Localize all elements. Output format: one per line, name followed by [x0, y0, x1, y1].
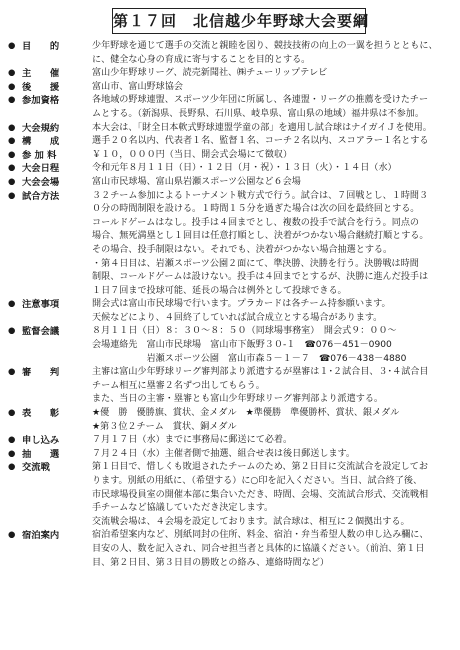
content-line: ・第４日目は、岩瀬スポーツ公園２面にて、準決勝、決勝を行う。決勝戦は時間 — [92, 258, 419, 269]
section-label: 参加資格 — [22, 95, 60, 107]
bullet-mark: ● — [8, 149, 16, 160]
content-line: また、当日の主審・塁審とも富山少年野球リーグ審判部より派遣する。 — [92, 394, 384, 405]
content-line: 開会式は富山市民球場で行います。プラカードは各チーム持参願います。 — [92, 299, 391, 310]
section-venues — [8, 176, 456, 190]
content-line: 場合、無死満塁とし１回目は任意打順とし、決着がつかない場合継続打順とする。 — [92, 231, 429, 242]
content-line: ムとする。（新潟県、長野県、石川県、岐阜県、富山県の地域）福井県は不参加。 — [92, 108, 424, 119]
section-content — [92, 407, 456, 434]
content-line: 宿泊希望案内など、別紙同封の住所、料金、宿泊・弁当希望人数の申し込み欄に、 — [92, 530, 429, 541]
content-line: 令和元年８月１１日（日）・１２日（月・祝）・１３日（火）・１４日（水） — [92, 163, 397, 174]
content-line: 天候などにより、４回終了していれば試合成立とする場合があります。 — [92, 312, 383, 323]
bullet-mark: ● — [8, 163, 16, 174]
section-label: 審 判 — [22, 367, 60, 379]
content-line: チーム相互に塁審２名ずつ出してもらう。 — [92, 380, 265, 391]
section-content — [92, 366, 456, 407]
content-line: ります。別紙の用紙に、（希望する）に○印を記入ください。当日、試合終了後、 — [92, 476, 423, 486]
bullet-mark: ● — [8, 530, 16, 541]
bullet-mark: ● — [8, 41, 16, 51]
section-content — [92, 94, 456, 121]
content-line: ３２チーム参加によるトーナメント戦方式で行う。試合は、７回戦とし、１時間３ — [92, 190, 429, 201]
section-content — [92, 298, 456, 325]
content-line: ０分の時間制限を設ける。１時間１５分を過ぎた場合は次の回を最終回とする。 — [92, 204, 420, 215]
document-title: 第１７回 北信越少年野球大会要綱 — [112, 8, 366, 34]
bullet-mark: ● — [8, 81, 16, 92]
content-line: コールドゲームはなし。投手は４回までとし、複数の投手で試合を行う。同点の — [92, 217, 420, 228]
section-label: 主 催 — [22, 68, 60, 80]
content-line: 富山市、富山野球協会 — [92, 81, 183, 92]
section-label: 大会会場 — [22, 176, 60, 188]
section-label: 目 的 — [22, 41, 60, 52]
content-line: 各地域の野球連盟、スポーツ少年団に所属し、各連盟・リーグの推薦を受けたチー — [92, 95, 429, 106]
section-content — [92, 325, 456, 366]
content-line: ７月２４日（水）主催者側で抽選、組合せ表は後日郵送します。 — [92, 448, 355, 459]
section-label: 大会規約 — [22, 122, 60, 134]
section-content — [92, 448, 456, 462]
bullet-mark: ● — [8, 448, 16, 459]
content-line: 市民球場役員室の開催本部に集合いただき、時間、会場、交流試合形式、交流戦相 — [92, 489, 429, 500]
section-entry-fee — [8, 149, 456, 163]
section-content — [92, 529, 456, 570]
section-content — [92, 67, 456, 81]
section-content — [92, 461, 456, 529]
section-label: 監督会議 — [22, 326, 60, 338]
content-line: 会場連絡先 富山市民球場 富山市下飯野３０-１ ☎076－451－0900 — [92, 340, 392, 351]
section-label: 交流戦 — [22, 462, 50, 474]
bullet-mark: ● — [8, 136, 16, 147]
section-label: 大会日程 — [22, 163, 60, 175]
content-line: 制限、コールドゲームは設けない。投手は４回までとするが、決勝に進んだ投手は — [92, 272, 429, 283]
section-eligibility — [8, 94, 456, 121]
bullet-mark: ● — [8, 68, 16, 79]
bullet-mark: ● — [8, 326, 16, 337]
content-line: 手チームなど協議していただき決定します。 — [92, 503, 274, 514]
section-label: 参 加 料 — [22, 149, 57, 161]
section-list — [8, 40, 456, 570]
section-lottery — [8, 448, 456, 462]
content-line: 本大会は、「財全日本軟式野球連盟学童の部」を適用し試合球はナイガイＪを使用。 — [92, 122, 432, 133]
content-line: その場合、投手制限はない。それでも、決着がつかない場合抽選とする。 — [92, 244, 393, 255]
content-line: に、健全な心身の育成に寄与することを目的とする。 — [92, 54, 311, 65]
content-line: ８月１１日（日）８：３０〜８：５０（同球場事務室） 開会式９：００〜 — [92, 326, 397, 337]
content-line: ７月１７日（水）までに事務局に郵送にて必着。 — [92, 435, 293, 446]
content-line: 富山少年野球リーグ、読売新聞社、㈱チューリップテレビ — [92, 68, 328, 79]
bullet-mark: ● — [8, 462, 16, 473]
section-label: 表 彰 — [22, 408, 60, 420]
section-umpires — [8, 366, 456, 407]
section-content — [92, 40, 456, 67]
section-label: 申し込み — [22, 435, 60, 447]
bullet-mark: ● — [8, 435, 16, 446]
content-line: 岩瀬スポーツ公園 富山市森５－１－７ ☎076－438－4880 — [92, 353, 407, 364]
section-content — [92, 176, 456, 190]
section-team-composition — [8, 135, 456, 149]
content-line: ★優 勝 優勝旗、賞状、金メダル ★準優勝 準優勝杯、賞状、銀メダル — [92, 408, 400, 419]
content-line: 少年野球を通じて選手の交流と親睦を図り、競技技術の向上の一翼を担うとともに、 — [92, 41, 438, 51]
section-label: 試合方法 — [22, 190, 60, 202]
section-content — [92, 162, 456, 176]
bullet-mark: ● — [8, 122, 16, 133]
section-content — [92, 135, 456, 149]
section-schedule — [8, 162, 456, 176]
bullet-mark: ● — [8, 367, 16, 378]
section-content — [92, 149, 456, 163]
section-notes — [8, 298, 456, 325]
section-supporter — [8, 81, 456, 95]
content-line: １日７回まで投球可能、延長の場合は例外として投球できる。 — [92, 285, 347, 296]
bullet-mark: ● — [8, 299, 16, 310]
section-application — [8, 434, 456, 448]
section-label: 注意事項 — [22, 299, 60, 311]
bullet-mark: ● — [8, 176, 16, 187]
section-label: 抽 選 — [22, 448, 60, 460]
section-exchange-games — [8, 461, 456, 529]
content-line: 主審は富山少年野球リーグ審判部より派遣するが塁審は１･２試合目、３･４試合目 — [92, 367, 429, 378]
content-line: ￥１０，０００円（当日、開会式会場にて徴収） — [92, 149, 293, 160]
section-label: 後 援 — [22, 81, 60, 93]
section-content — [92, 81, 456, 95]
section-content — [92, 190, 456, 299]
content-line: 第１日目で、惜しくも敗退されたチームのため、第２日目に交流試合を設定してお — [92, 462, 428, 473]
section-label: 宿泊案内 — [22, 530, 60, 542]
bullet-mark: ● — [8, 190, 16, 201]
bullet-mark: ● — [8, 408, 16, 419]
content-line: 選手２０名以内、代表者１名、監督１名、コーチ２名以内、スコアラー１名とする — [92, 136, 429, 147]
section-organizer — [8, 67, 456, 81]
section-content — [92, 122, 456, 136]
content-line: ★第３位２チーム 賞状、銅メダル — [92, 421, 237, 432]
content-line: 目、第２日目、第３日目の勝敗との絡み、連絡時間など） — [92, 557, 329, 568]
content-line: 交流戦会場は、４会場を設定しております。試合球は、相互に２個拠出する。 — [92, 516, 410, 527]
section-purpose — [8, 40, 456, 67]
section-content — [92, 434, 456, 448]
section-label: 構 成 — [22, 136, 60, 148]
bullet-mark: ● — [8, 95, 16, 106]
section-rules — [8, 122, 456, 136]
section-awards — [8, 407, 456, 434]
section-accommodation — [8, 529, 456, 570]
section-managers-meeting — [8, 325, 456, 366]
content-line: 富山市民球場、富山県岩瀬スポーツ公園など６会場 — [92, 176, 301, 187]
section-game-format — [8, 190, 456, 299]
content-line: 目安の人、数を記入され、同合せ担当者と具体的に協議ください。（前泊、第１日 — [92, 543, 425, 554]
